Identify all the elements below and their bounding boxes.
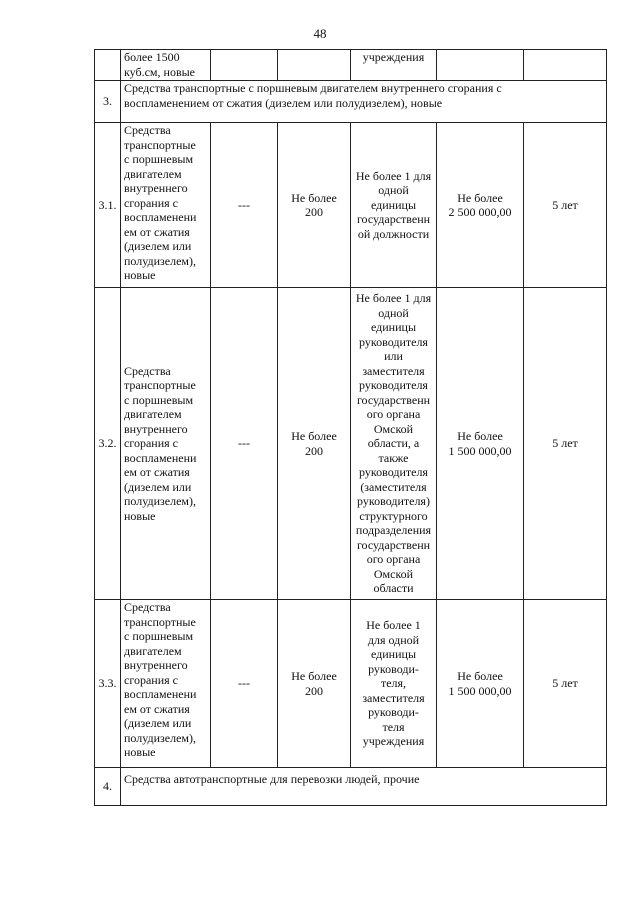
row-power [278,288,351,600]
name-line: с поршневым [124,152,194,166]
quantity-line: структурного [359,508,428,523]
name-line: с поршневым [124,392,194,407]
section-title-line: воспламенением от сжатия (дизелем или полудизелем), новые [124,95,443,110]
name-line: Средства [124,600,171,614]
quantity-line: государственн [356,212,431,227]
name-line: (дизелем или [124,479,192,494]
quantity-line: единицы [370,647,417,662]
section-row-4 [95,768,607,806]
power-line: Не более [291,669,337,683]
cell-col3 [211,50,278,81]
name-line: сгорания с [124,195,178,210]
name-line: транспортные [124,137,196,152]
row-name [121,288,211,600]
row-dash: --- [211,288,278,600]
name-line: новые [124,508,156,523]
price-line: 1 500 000,00 [448,443,512,458]
name-line: ем от сжатия [124,465,190,480]
name-line: внутреннего [124,421,188,436]
name-line: воспламенени [124,687,197,701]
row-name [121,600,211,768]
row-num: 3.3. [95,600,121,768]
row-quantity [351,600,437,768]
name-line: двигателем [124,407,182,422]
quantity-line: государственн [356,537,431,552]
cell-num [95,50,121,81]
section-title [121,768,607,806]
row-quantity [351,288,437,600]
section-title [121,81,607,123]
name-line: транспортные [124,614,196,629]
quantity-line: области, а [367,436,420,451]
section-title-line: Средства транспортные с поршневым двигателем внутреннего сгорания с [124,81,502,95]
name-line: (дизелем или [124,239,192,253]
row-power [278,123,351,288]
row-price [437,123,524,288]
name-line: внутреннего [124,181,188,195]
quantity-line: единицы [370,197,417,212]
price-line: 1 500 000,00 [448,683,512,698]
quantity-line: подразделения [355,523,432,538]
cell-col6 [437,50,524,81]
quantity-line: теля [382,719,405,734]
row-term: 5 лет [524,123,607,288]
row-num: 3.1. [95,123,121,288]
quantity-line: руководителя) [357,494,430,509]
quantity-line: заместителя [362,363,425,378]
quantity-line: руководителя [359,334,428,349]
section-title-line: Средства автотранспортные для перевозки людей, прочие [124,772,420,786]
quantity-line: одной [378,305,409,320]
name-line: ем от сжатия [124,224,190,239]
quantity-line: также [378,450,409,465]
name-line: сгорания с [124,672,178,687]
row-price [437,600,524,768]
quantity-line: руководи- [368,705,419,720]
row-name [121,123,211,288]
cell-col7 [524,50,607,81]
quantity-line: государственн [356,392,431,407]
quantity-line: Омской [373,421,414,436]
table-row-3-1 [95,123,607,288]
quantity-line: учреждения [362,734,425,749]
price-line: Не более [457,429,503,443]
row-dash: --- [211,123,278,288]
quantity-line: или [384,349,403,364]
quantity-line: руководителя [359,465,428,480]
power-line: Не более [291,429,337,443]
name-line: транспортные [124,378,196,393]
quantity-line: единицы [370,320,417,335]
quantity-line: Омской [373,566,414,581]
row-quantity [351,123,437,288]
power-line: 200 [305,683,323,698]
power-line: 200 [305,443,323,458]
row-power [278,600,351,768]
name-line: внутреннего [124,658,188,672]
name-line: воспламенени [124,450,197,465]
price-line: Не более [457,669,503,683]
row-num: 3.2. [95,288,121,600]
row-term: 5 лет [524,600,607,768]
cell-name [121,50,211,81]
vehicle-spec-table [94,49,607,806]
page-number: 48 [313,26,327,41]
section-num: 4. [95,768,121,806]
cell-col5: учреждения [351,50,437,81]
name-line: двигателем [124,643,182,658]
quantity-line: теля, [380,676,407,691]
quantity-line: ого органа [366,407,421,422]
section-row-3 [95,81,607,123]
name-line: новые [124,745,156,759]
quantity-line: руководи- [368,661,419,676]
name-line: куб.см, новые [124,64,196,79]
price-line: Не более [457,190,503,205]
power-line: Не более [291,190,337,205]
name-line: двигателем [124,166,182,181]
continuation-row [95,50,607,81]
table-row-3-2 [95,288,607,600]
name-line: воспламенени [124,210,197,224]
quantity-line: Не более 1 [366,618,421,633]
price-line: 2 500 000,00 [448,205,512,219]
quantity-line: Не более 1 для [355,291,432,306]
quantity-line: ого органа [366,552,421,567]
quantity-line: ой должности [357,226,430,241]
table-row-3-3 [95,600,607,768]
quantity-line: одной [378,183,409,198]
row-dash: --- [211,600,278,768]
name-line: Средства [124,123,171,137]
row-price [437,288,524,600]
power-line: 200 [305,205,323,219]
name-line: сгорания с [124,436,178,451]
quantity-line: (заместителя [360,479,427,494]
name-line: полудизелем), [124,730,196,745]
quantity-line: заместителя [362,690,425,705]
name-line: новые [124,268,156,282]
quantity-line: Не более 1 для [355,168,432,183]
name-line: с поршневым [124,629,194,643]
name-line: полудизелем), [124,494,196,509]
row-term: 5 лет [524,288,607,600]
quantity-line: области [373,581,414,596]
quantity-line: руководителя [359,378,428,393]
quantity-line: для одной [367,632,420,647]
name-line: ем от сжатия [124,701,190,716]
name-line: (дизелем или [124,716,192,730]
name-line: полудизелем), [124,253,196,268]
name-line: Средства [124,363,171,378]
cell-col4 [278,50,351,81]
section-num: 3. [95,81,121,123]
name-line: более 1500 [124,50,180,64]
